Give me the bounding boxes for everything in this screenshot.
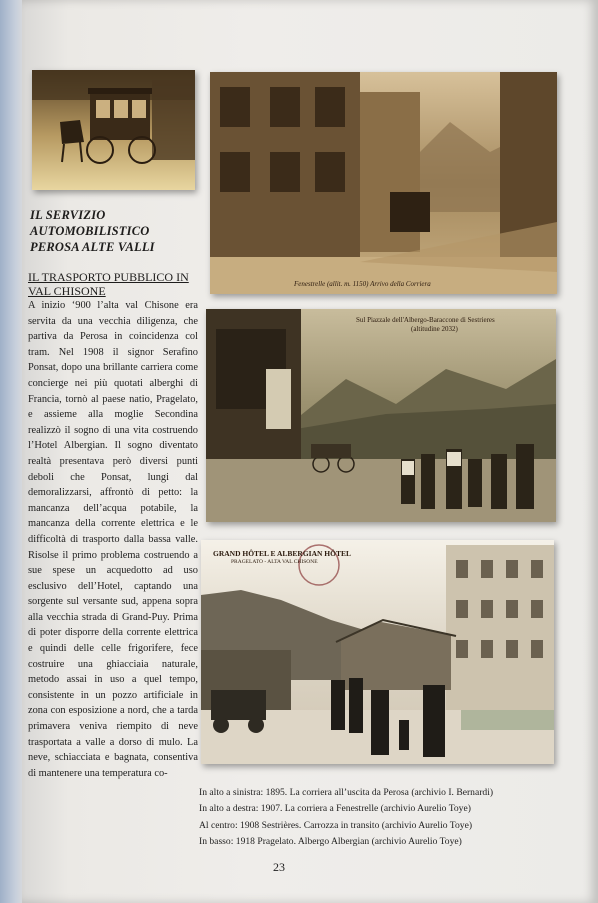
photo-caption-pragelato-line1: GRAND HÔTEL E ALBERGIAN HÔTEL xyxy=(213,549,351,558)
page-number: 23 xyxy=(273,860,285,874)
photo-caption-sestrieres-line2: (altitudine 2032) xyxy=(411,325,458,333)
article-subheading: IL TRASPORTO PUBBLICO IN VAL CHISONE xyxy=(28,270,189,298)
photo-caption-pragelato-line2: PRAGELATO - ALTA VAL CHISONE xyxy=(231,559,318,565)
caption-middle: Al centro: 1908 Sestrières. Carrozza in transito (archivio Aurelio Toye) xyxy=(199,819,473,831)
caption-bottom: In basso: 1918 Pragelato. Albergo Albergian (archivio Aurelio Toye) xyxy=(199,835,462,847)
photo-diligence-1895 xyxy=(32,70,195,190)
article-body: A inizio ‘900 l’alta val Chisone era servita da una vecchia diligenza, che partiva da Perosa in coincidenza col tram. Nel 1908 il signor Serafino Ponsat, dopo una brillante carriera come concierge nei più quotati alberghi di Francia, tornò al paese natio, Pragelato, e assieme alla moglie Secondina realizzò il sogno di una vita costruendo l’Hotel Albergian. Il sogno diventato realtà presentava però diversi punti deboli che Ponsat, lungi dal demoralizzarsi, affrontò di petto: la mancanza dell’acqua potabile, la mancanza della corrente elettrica e le difficoltà di trasporto dalla bassa valle. Risolse il primo problema costruendo a sue spese un acquedotto ad uso esclusivo dell’Hotel, captando una sorgente sul versante sud, appena sopra alla vecchia strada di Grand-Puy. Prima di poter disporre della corrente elettrica e quindi delle celle frigorifere, fece costruire una ghiacciaia naturale, metodo assai in uso a quel tempo, consistente in un pozzo artificiale in zona con esposizione a nord, che a tarda primavera veniva riempito di neve trasportata a valle a dorso di mulo. La neve, schiacciata e bagnata, consentiva di mantenere una temperatura co- xyxy=(28,300,198,779)
photo-pragelato-1918 xyxy=(201,540,554,764)
photo-captions xyxy=(199,785,559,850)
article-heading: IL SERVIZIO AUTOMOBILISTICO PEROSA ALTE VALLI xyxy=(30,208,155,254)
photo-caption-fenestrelle: Fenestrelle (allit. m. 1150) Arrivo della Corriera xyxy=(294,280,431,288)
caption-top-left: In alto a sinistra: 1895. La corriera all’uscita da Perosa (archivio I. Bernardi) xyxy=(199,787,494,798)
caption-top-right: In alto a destra: 1907. La corriera a Fenestrelle (archivio Aurelio Toye) xyxy=(199,803,471,815)
photo-fenestrelle-1907 xyxy=(210,72,557,294)
photo-caption-sestrieres-line1: Sul Piazzale dell'Albergo-Baraccone di Sestrieres xyxy=(356,316,495,324)
photo-sestrieres-1908 xyxy=(206,309,556,522)
